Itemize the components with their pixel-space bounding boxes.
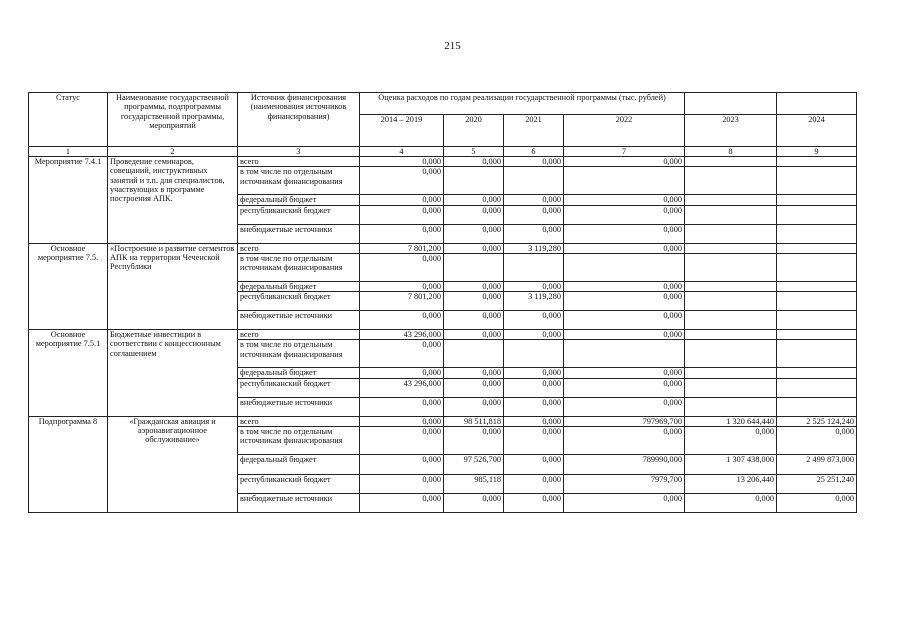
amount-cell: 0,000 [685,427,777,455]
amount-cell: 2 525 124,240 [777,416,857,426]
amount-cell: 0,000 [564,205,685,224]
funding-source-cell: внебюджетные источники [238,311,360,330]
amount-cell: 0,000 [444,378,504,397]
funding-source-cell: всего [238,157,360,167]
amount-cell: 0,000 [504,224,564,243]
funding-source-cell: внебюджетные источники [238,494,360,513]
column-number: 2 [108,147,238,157]
column-number: 4 [360,147,444,157]
amount-cell [777,224,857,243]
amount-cell: 0,000 [360,475,444,494]
amount-cell: 1 320 644,440 [685,416,777,426]
amount-cell: 789990,000 [564,455,685,475]
column-number: 7 [564,147,685,157]
amount-cell: 0,000 [444,494,504,513]
amount-cell: 797969,700 [564,416,685,426]
header-year: 2014 – 2019 [360,115,444,147]
funding-source-cell: в том числе по отдельным источникам финансирования [238,427,360,455]
amount-cell: 0,000 [360,167,444,195]
amount-cell: 0,000 [360,455,444,475]
funding-source-cell: в том числе по отдельным источникам финансирования [238,253,360,281]
amount-cell [777,378,857,397]
amount-cell: 0,000 [360,427,444,455]
amount-cell: 0,000 [360,205,444,224]
amount-cell: 0,000 [360,340,444,368]
header-name: Наименование государственной программы, подпрограммы государственной программы, мероприятий [108,93,238,147]
funding-source-cell: внебюджетные источники [238,397,360,416]
amount-cell [504,253,564,281]
funding-source-cell: республиканский бюджет [238,378,360,397]
page-number: 215 [444,40,461,52]
amount-cell [564,167,685,195]
amount-cell [685,368,777,378]
program-name-cell: «Построение и развитие сегментов АПК на территории Чеченской Республики [108,243,238,330]
amount-cell: 0,000 [504,368,564,378]
header-year: 2022 [564,115,685,147]
amount-cell [685,224,777,243]
amount-cell: 0,000 [564,157,685,167]
amount-cell: 7 801,200 [360,292,444,311]
amount-cell [564,253,685,281]
amount-cell [777,281,857,291]
amount-cell: 0,000 [564,311,685,330]
funding-source-cell: внебюджетные источники [238,224,360,243]
amount-cell [777,243,857,253]
amount-cell [685,397,777,416]
amount-cell: 0,000 [564,281,685,291]
header-source: Источник финансирования (наименования источников финансирования) [238,93,360,147]
funding-source-cell: федеральный бюджет [238,281,360,291]
amount-cell: 98 511,818 [444,416,504,426]
amount-cell [685,157,777,167]
amount-cell [685,311,777,330]
column-number: 8 [685,147,777,157]
amount-cell: 0,000 [444,157,504,167]
amount-cell: 0,000 [504,330,564,340]
header-empty-9 [777,93,857,115]
amount-cell [685,330,777,340]
amount-cell [444,253,504,281]
amount-cell: 43 296,000 [360,330,444,340]
amount-cell: 25 251,240 [777,475,857,494]
header-status: Статус [29,93,108,147]
amount-cell: 0,000 [564,224,685,243]
amount-cell: 0,000 [444,427,504,455]
amount-cell [777,292,857,311]
status-cell: Основное мероприятие 7.5.1 [29,330,108,417]
funding-source-cell: всего [238,243,360,253]
amount-cell: 0,000 [444,224,504,243]
status-cell: Основное мероприятие 7.5. [29,243,108,330]
program-name-cell: Проведение семинаров, совещаний, инструктивных занятий и т.п. для специалистов, участвующих в программе построения АПК. [108,157,238,244]
amount-cell: 0,000 [360,311,444,330]
amount-cell: 7 801,200 [360,243,444,253]
amount-cell [777,368,857,378]
amount-cell: 0,000 [444,311,504,330]
amount-cell: 0,000 [564,243,685,253]
funding-source-cell: федеральный бюджет [238,455,360,475]
amount-cell: 0,000 [444,243,504,253]
column-number: 1 [29,147,108,157]
amount-cell: 0,000 [360,368,444,378]
amount-cell: 0,000 [444,281,504,291]
amount-cell [444,167,504,195]
amount-cell: 0,000 [564,427,685,455]
amount-cell: 0,000 [504,455,564,475]
funding-source-cell: федеральный бюджет [238,195,360,205]
amount-cell: 0,000 [360,397,444,416]
amount-cell: 0,000 [685,494,777,513]
amount-cell [685,243,777,253]
amount-cell [685,167,777,195]
amount-cell: 0,000 [504,397,564,416]
funding-source-cell: в том числе по отдельным источникам финансирования [238,167,360,195]
amount-cell: 0,000 [444,205,504,224]
amount-cell: 3 119,280 [504,243,564,253]
funding-source-cell: республиканский бюджет [238,205,360,224]
amount-cell [685,340,777,368]
funding-source-cell: республиканский бюджет [238,292,360,311]
amount-cell: 0,000 [360,224,444,243]
table-row [29,157,857,167]
amount-cell [685,281,777,291]
funding-source-cell: республиканский бюджет [238,475,360,494]
amount-cell [685,378,777,397]
amount-cell: 0,000 [444,397,504,416]
amount-cell [504,340,564,368]
funding-source-cell: федеральный бюджет [238,368,360,378]
amount-cell: 43 296,000 [360,378,444,397]
column-number: 5 [444,147,504,157]
amount-cell: 0,000 [360,195,444,205]
amount-cell: 0,000 [564,397,685,416]
column-number: 6 [504,147,564,157]
amount-cell: 1 307 438,000 [685,455,777,475]
amount-cell: 985,118 [444,475,504,494]
amount-cell: 0,000 [504,416,564,426]
amount-cell: 3 119,280 [504,292,564,311]
amount-cell: 7979,700 [564,475,685,494]
amount-cell: 0,000 [360,281,444,291]
amount-cell: 0,000 [360,494,444,513]
amount-cell [777,205,857,224]
header-estimate: Оценка расходов по годам реализации государственной программы (тыс. рублей) [360,93,685,115]
amount-cell: 0,000 [444,292,504,311]
header-empty-8 [685,93,777,115]
amount-cell [504,167,564,195]
amount-cell: 0,000 [777,427,857,455]
amount-cell [777,330,857,340]
amount-cell: 0,000 [504,494,564,513]
program-name-cell: «Гражданская авиация и аэронавигационное обслуживание» [108,416,238,512]
amount-cell [685,292,777,311]
amount-cell [444,340,504,368]
amount-cell: 97 526,700 [444,455,504,475]
amount-cell: 0,000 [504,281,564,291]
table-row [29,330,857,340]
amount-cell: 0,000 [504,157,564,167]
funding-source-cell: в том числе по отдельным источникам финансирования [238,340,360,368]
amount-cell: 0,000 [360,157,444,167]
amount-cell: 0,000 [504,427,564,455]
amount-cell [777,253,857,281]
funding-source-cell: всего [238,416,360,426]
amount-cell [564,340,685,368]
amount-cell [777,195,857,205]
amount-cell [777,311,857,330]
header-year: 2021 [504,115,564,147]
amount-cell: 0,000 [504,311,564,330]
funding-source-cell: всего [238,330,360,340]
amount-cell: 0,000 [564,330,685,340]
amount-cell: 0,000 [564,195,685,205]
amount-cell: 0,000 [564,368,685,378]
table-row [29,416,857,426]
amount-cell: 0,000 [504,205,564,224]
amount-cell [777,157,857,167]
header-year: 2024 [777,115,857,147]
program-name-cell: Бюджетные инвестиции в соответствии с концессионным соглашением [108,330,238,417]
amount-cell: 13 206,440 [685,475,777,494]
amount-cell: 0,000 [444,330,504,340]
amount-cell: 0,000 [777,494,857,513]
amount-cell [777,340,857,368]
column-number: 9 [777,147,857,157]
status-cell: Мероприятие 7.4.1 [29,157,108,244]
amount-cell [777,397,857,416]
amount-cell: 2 499 873,000 [777,455,857,475]
table-row [29,243,857,253]
status-cell: Подпрограмма 8 [29,416,108,512]
amount-cell: 0,000 [360,416,444,426]
amount-cell: 0,000 [444,368,504,378]
amount-cell: 0,000 [504,475,564,494]
amount-cell [685,205,777,224]
amount-cell: 0,000 [564,494,685,513]
amount-cell: 0,000 [504,195,564,205]
amount-cell: 0,000 [360,253,444,281]
amount-cell: 0,000 [564,378,685,397]
amount-cell: 0,000 [504,378,564,397]
amount-cell [777,167,857,195]
amount-cell: 0,000 [444,195,504,205]
amount-cell [685,195,777,205]
amount-cell [685,253,777,281]
header-year: 2020 [444,115,504,147]
amount-cell: 0,000 [564,292,685,311]
column-number: 3 [238,147,360,157]
budget-table [28,92,857,513]
header-year: 2023 [685,115,777,147]
